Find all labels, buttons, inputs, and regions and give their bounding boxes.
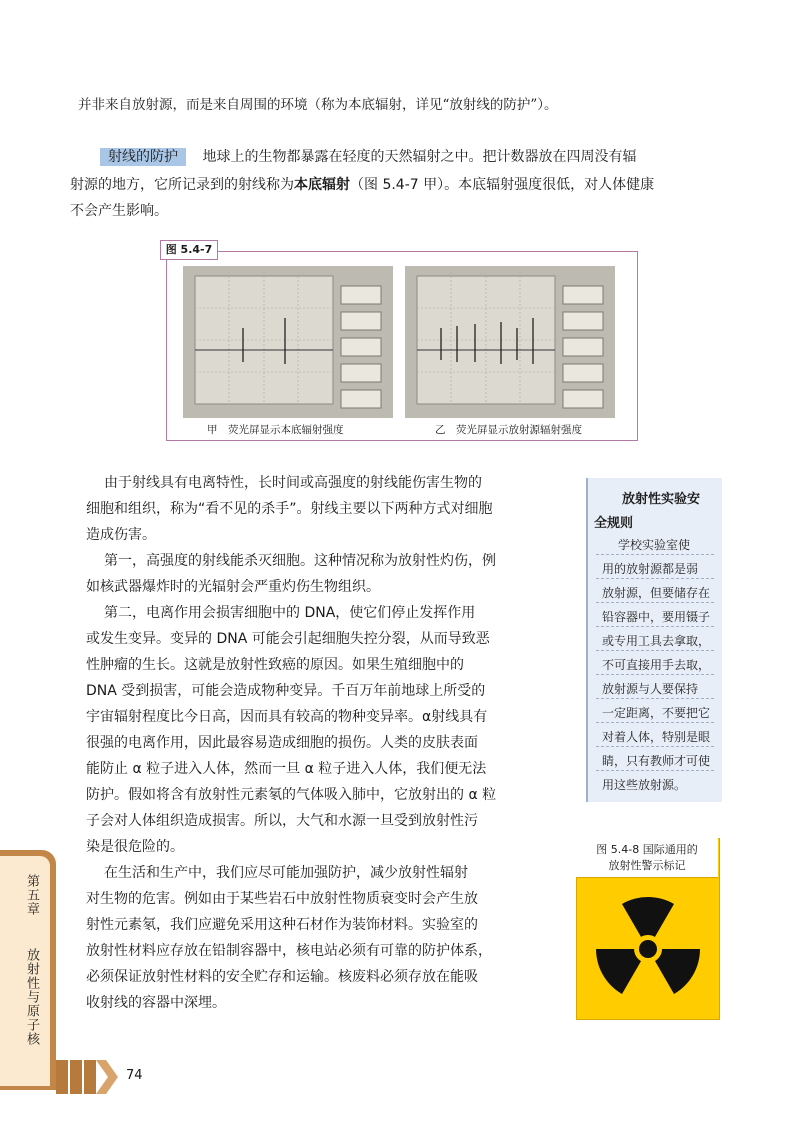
sidebar-divider <box>596 626 714 627</box>
sidebar-divider <box>596 722 714 723</box>
warning-caption-1: 图 5.4-8 国际通用的 <box>596 843 698 856</box>
section-text-2b: （图 5.4-7 甲）。本底辐射强度很低，对人体健康 <box>350 177 655 193</box>
scope-screen-b <box>405 266 615 418</box>
body-line: 染是很危险的。 <box>86 839 184 855</box>
sidebar-divider <box>596 650 714 651</box>
sidebar-line: 用这些放射源。 <box>602 778 687 792</box>
footer-stripe <box>56 1060 68 1094</box>
body-line: 收射线的容器中深埋。 <box>86 995 226 1011</box>
body-line: DNA 受到损害，可能会造成物种变异。千百万年前地球上所受的 <box>86 683 486 699</box>
body-line: 第二，电离作用会损害细胞中的 DNA，使它们停止发挥作用 <box>104 605 476 621</box>
body-line: 在生活和生产中，我们应尽可能加强防护，减少放射性辐射 <box>104 865 468 881</box>
section-line-3: 不会产生影响。 <box>70 203 168 219</box>
section-term: 本底辐射 <box>294 177 350 193</box>
footer-stripe <box>70 1060 82 1094</box>
figure-oscilloscopes <box>166 251 638 441</box>
sidebar-divider <box>596 770 714 771</box>
body-line: 由于射线具有电离特性，长时间或高强度的射线能伤害生物的 <box>104 475 482 491</box>
body-line: 射性元素氡，我们应避免采用这种石材作为装饰材料。实验室的 <box>86 917 478 933</box>
section-tag: 射线的防护 <box>100 148 186 166</box>
body-line: 性肿瘤的生长。这就是放射性致癌的原因。如果生殖细胞中的 <box>86 657 464 673</box>
chapter-tab-inner <box>0 856 50 1086</box>
sidebar-divider <box>596 746 714 747</box>
body-line: 造成伤害。 <box>86 527 156 543</box>
caption-a: 甲 荧光屏显示本底辐射强度 <box>207 424 344 436</box>
sidebar-title-2: 全规则 <box>594 516 634 531</box>
sidebar-line: 或专用工具去拿取， <box>602 634 711 648</box>
photo-background-radiation <box>183 266 393 418</box>
sidebar-line: 不可直接用手去取， <box>602 658 711 672</box>
sidebar-title-1: 放射性实验安 <box>622 492 701 507</box>
sidebar-line: 铅容器中，要用镊子 <box>602 610 711 624</box>
chapter-number: 第五章 <box>24 874 39 916</box>
sidebar-line: 睛，只有教师才可使 <box>602 754 711 768</box>
body-line: 必须保证放射性材料的安全贮存和运输。核废料必须存放在能吸 <box>86 969 478 985</box>
sidebar-line: 放射源，但要储存在 <box>602 586 711 600</box>
photo-source-radiation <box>405 266 615 418</box>
intro-line: 并非来自放射源，而是来自周围的环境（称为本底辐射，详见“放射线的防护”）。 <box>78 97 558 113</box>
chapter-title: 放射性与原子核 <box>24 948 39 1046</box>
body-line: 能防止 α 粒子进入人体，然而一旦 α 粒子进入人体，我们便无法 <box>86 761 487 777</box>
warning-figure-caption <box>576 838 718 878</box>
section-line-2 <box>70 176 654 194</box>
footer-arrow-icon <box>96 1058 118 1096</box>
section-text-1: 地球上的生物都暴露在轻度的天然辐射之中。把计数器放在四周没有辐 <box>202 149 637 165</box>
body-line: 第一，高强度的射线能杀灭细胞。这种情况称为放射性灼伤，例 <box>104 553 496 569</box>
scope-screen-a <box>183 266 393 418</box>
sidebar-line: 放射源与人要保持 <box>602 682 699 696</box>
sidebar-divider <box>596 554 714 555</box>
body-line: 子会对人体组织造成损害。所以，大气和水源一旦受到放射性污 <box>86 813 478 829</box>
body-line: 细胞和组织，称为“看不见的杀手”。射线主要以下两种方式对细胞 <box>86 501 493 517</box>
body-line: 对生物的危害。例如由于某些岩石中放射性物质衰变时会产生放 <box>86 891 478 907</box>
sidebar-line: 对着人体，特别是眼 <box>602 730 711 744</box>
body-line: 防护。假如将含有放射性元素氡的气体吸入肺中，它放射出的 α 粒 <box>86 787 497 803</box>
sidebar-divider <box>596 674 714 675</box>
body-line: 宇宙辐射程度比今日高，因而具有较高的物种变异率。α射线具有 <box>86 709 488 725</box>
caption-b: 乙 荧光屏显示放射源辐射强度 <box>435 424 582 436</box>
body-line: 很强的电离作用，因此最容易造成细胞的损伤。人类的皮肤表面 <box>86 735 478 751</box>
sidebar-divider <box>596 698 714 699</box>
safety-rules-sidebar <box>586 478 722 802</box>
body-line: 或发生变异。变异的 DNA 可能会引起细胞失控分裂，从而导致恶 <box>86 631 490 647</box>
sidebar-line: 学校实验室使 <box>618 538 691 552</box>
sidebar-line: 一定距离，不要把它 <box>602 706 711 720</box>
sidebar-divider <box>596 578 714 579</box>
warning-caption-2: 放射性警示标记 <box>608 859 686 872</box>
section-heading-line <box>100 148 636 166</box>
figure-label: 图 5.4-7 <box>160 240 218 260</box>
section-text-2a: 射源的地方，它所记录到的射线称为 <box>70 177 294 193</box>
body-line: 如核武器爆炸时的光辐射会严重灼伤生物组织。 <box>86 579 380 595</box>
sidebar-line: 用的放射源都是弱 <box>602 562 699 576</box>
footer-stripe <box>84 1060 96 1094</box>
body-line: 放射性材料应存放在铅制容器中，核电站必须有可靠的防护体系， <box>86 943 492 959</box>
page-number: 74 <box>126 1068 143 1083</box>
sidebar-divider <box>596 602 714 603</box>
